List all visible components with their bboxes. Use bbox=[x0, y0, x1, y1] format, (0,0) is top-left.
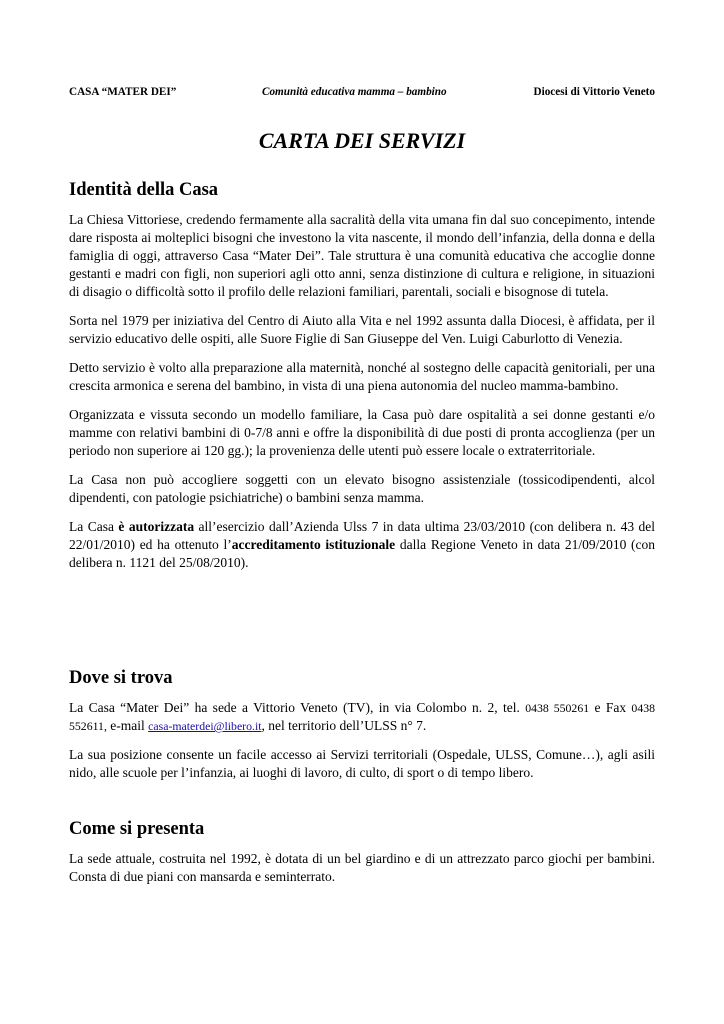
text-run: e Fax bbox=[589, 700, 632, 715]
paragraph: Detto servizio è volto alla preparazione alla maternità, nonché al sostegno delle capacità genitoriali, per una crescita armonica e serena del bambino, in vista di una piena autonomia del nucleo mamma-bambino. bbox=[69, 360, 655, 393]
section-heading-identita: Identità della Casa bbox=[69, 180, 219, 200]
text-run: , nel territorio dell’ULSS n° 7. bbox=[261, 718, 427, 733]
section-identita bbox=[69, 179, 655, 583]
section-heading-dove: Dove si trova bbox=[69, 668, 173, 688]
fax-number: 0438 552611, bbox=[69, 701, 656, 733]
paragraph: La Chiesa Vittoriese, credendo fermamente alla sacralità della vita umana fin dal suo concepimento, intende dare risposta ai molteplici bisogni che investono la vita nascente, il mondo dell’infanzia, della donna e della famiglia di oggi, attraverso Casa “Mater Dei”. Tale struttura è una comunità educativa che accoglie donne gestanti e madri con figli, non superiori agli otto anni, senza distinzione di cultura e religione, in situazioni di disagio o difficoltà sotto il profilo delle relazioni familiari, parentali, sociali e bisognose di tutela. bbox=[69, 212, 655, 299]
section-come bbox=[69, 818, 655, 897]
email-link[interactable]: casa-materdei@libero.it bbox=[148, 719, 262, 733]
paragraph: Sorta nel 1979 per iniziativa del Centro di Aiuto alla Vita e nel 1992 assunta dalla Diocesi, è affidata, per il servizio educativo delle ospiti, alle Suore Figlie di San Giuseppe del Ven. Luigi Caburlotto di Venezia. bbox=[69, 313, 655, 346]
bold-text: è autorizzata bbox=[118, 519, 195, 534]
text-run: La Casa bbox=[69, 519, 119, 534]
header-right: Diocesi di Vittorio Veneto bbox=[533, 86, 655, 98]
paragraph-contatti bbox=[69, 699, 655, 735]
section-heading-come: Come si presenta bbox=[69, 819, 205, 839]
section-dove bbox=[69, 667, 655, 793]
text-run: La Casa “Mater Dei” ha sede a Vittorio Veneto (TV), in via Colombo n. 2, tel. bbox=[69, 700, 526, 715]
bold-text: accreditamento istituzionale bbox=[231, 537, 396, 552]
text-run: e-mail bbox=[106, 718, 149, 733]
text-run: all’esercizio dall’Azienda Ulss 7 in data ultima 23/03/2010 (con delibera n. 43 del 22/01/2010) ed ha ottenuto l’ bbox=[69, 519, 656, 552]
paragraph: La Casa non può accogliere soggetti con un elevato bisogno assistenziale (tossicodipendenti, alcol dipendenti, con patologie psichiatriche) o bambini senza mamma. bbox=[69, 472, 655, 505]
header-left: CASA “MATER DEI” bbox=[69, 86, 177, 98]
page-title: CARTA DEI SERVIZI bbox=[258, 128, 466, 153]
header-center: Comunità educativa mamma – bambino bbox=[262, 86, 447, 98]
text-run: dalla Regione Veneto in data 21/09/2010 (con delibera n. 1121 del 25/08/2010). bbox=[69, 537, 655, 570]
paragraph: Organizzata e vissuta secondo un modello familiare, la Casa può dare ospitalità a sei donne gestanti e/o mamme con relativi bambini di 0-7/8 anni e offre la disponibilità di due posti di pronta accoglienza (per un periodo non superiore ai 120 gg.); la provenienza delle utenti può essere locale o extraterritoriale. bbox=[69, 407, 655, 458]
paragraph: La sede attuale, costruita nel 1992, è dotata di un bel giardino e di un attrezzato parco giochi per bambini. Consta di due piani con mansarda e seminterrato. bbox=[69, 851, 655, 884]
paragraph-autorizzazione bbox=[69, 518, 655, 572]
paragraph: La sua posizione consente un facile accesso ai Servizi territoriali (Ospedale, ULSS, Comune…), agli asili nido, alle scuole per l’infanzia, ai luoghi di lavoro, di culto, di sport o di tempo libero. bbox=[69, 747, 655, 780]
phone-number: 0438 550261 bbox=[525, 701, 590, 715]
